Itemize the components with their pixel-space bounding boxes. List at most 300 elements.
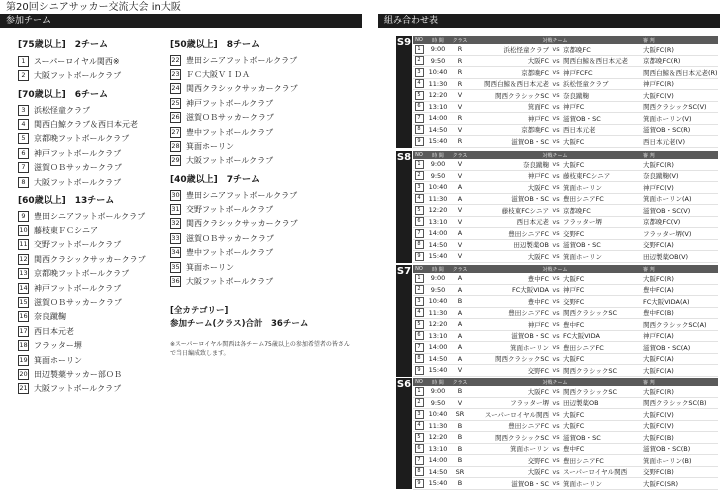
- match-no-cell: [413, 456, 425, 465]
- home-team: 関西クラシックSC: [494, 433, 549, 442]
- referee-team: 神戸FC(A): [643, 332, 674, 341]
- home-team: 関西クラシックSC: [494, 91, 549, 100]
- header-match: 対戦チーム: [542, 152, 568, 159]
- team-list-60: [18, 209, 146, 396]
- away-team: 豊中FC: [563, 445, 585, 454]
- away-team: 関西白鯨＆西日本元老: [563, 57, 628, 66]
- team-item: [170, 82, 298, 96]
- team-item: [170, 154, 298, 168]
- team-name: 奈良蹴鞠: [34, 312, 66, 322]
- match-no-cell: [413, 194, 425, 203]
- match-time: 14:00: [428, 343, 448, 352]
- header-referee: 審 判: [643, 266, 655, 273]
- match-class: B: [457, 433, 463, 442]
- home-team: 豊中FC: [527, 297, 549, 306]
- match-class: B: [457, 444, 463, 453]
- match-number: 8: [415, 354, 424, 363]
- versus-label: vs: [552, 354, 560, 363]
- match-time: 14:00: [428, 456, 448, 465]
- match-row: [413, 354, 718, 366]
- team-item: [18, 132, 138, 146]
- match-no-cell: [413, 274, 425, 283]
- versus-label: vs: [552, 308, 560, 317]
- home-team: 豊中FC: [527, 274, 549, 283]
- team-item: [170, 217, 298, 231]
- versus-label: vs: [552, 421, 560, 430]
- away-team: 神戸FC: [563, 103, 585, 112]
- referee-team: 大阪FC(SR): [643, 479, 678, 488]
- away-team: スーパーロイヤル関西: [563, 468, 628, 477]
- away-team: 田辺製薬OB: [563, 399, 599, 408]
- court-label: S6: [396, 378, 412, 489]
- match-time: 12:20: [428, 433, 448, 442]
- match-row: [413, 421, 718, 433]
- match-row: [413, 79, 718, 91]
- match-time: 12:20: [428, 91, 448, 100]
- team-name: 豊田シニアフットボールクラブ: [186, 190, 298, 200]
- match-row: [413, 113, 718, 125]
- team-item: [170, 125, 298, 139]
- team-number: 32: [171, 219, 180, 228]
- match-no-cell: [413, 479, 425, 488]
- team-number: 19: [19, 355, 28, 364]
- match-class: V: [457, 160, 463, 169]
- versus-label: vs: [552, 160, 560, 169]
- match-row: [413, 308, 718, 320]
- team-item: [18, 68, 121, 82]
- match-class: V: [457, 240, 463, 249]
- match-class: V: [457, 252, 463, 261]
- home-team: 大阪FC: [527, 183, 549, 192]
- match-row: [413, 409, 718, 421]
- match-row: [413, 331, 718, 343]
- referee-team: 箕面ホーリン(A): [643, 195, 692, 204]
- match-time: 14:50: [428, 125, 448, 134]
- home-team: 田辺製薬OB: [513, 241, 549, 250]
- away-team: 大阪FC: [563, 274, 585, 283]
- match-no-cell: [413, 56, 425, 65]
- match-no-cell: [413, 114, 425, 123]
- match-no-cell: [413, 398, 425, 407]
- away-team: 西日本元老: [563, 126, 596, 135]
- away-team: 箕面ホーリン: [563, 479, 602, 488]
- referee-team: 滋賀OB・SC(A): [643, 343, 691, 352]
- team-item: [18, 310, 146, 324]
- versus-label: vs: [552, 183, 560, 192]
- team-number: 29: [171, 156, 180, 165]
- team-list-50: [170, 53, 298, 168]
- match-time: 15:40: [428, 137, 448, 146]
- versus-label: vs: [552, 125, 560, 134]
- header-referee: 審 判: [643, 379, 655, 386]
- referee-team: 滋賀OB・SC(B): [643, 445, 691, 454]
- match-number: 8: [415, 125, 424, 134]
- match-number: 6: [415, 331, 424, 340]
- match-row: [413, 205, 718, 217]
- home-team: 箕面ホーリン: [510, 445, 549, 454]
- match-time: 9:50: [430, 398, 446, 407]
- team-item: [18, 382, 146, 396]
- match-no-cell: [413, 421, 425, 430]
- match-class: R: [457, 137, 463, 146]
- schedule-block: [396, 36, 718, 148]
- home-team: 大阪FC: [527, 387, 549, 396]
- match-time: 11:30: [428, 194, 448, 203]
- team-name: ＦＣ大阪ＶＩＤＡ: [186, 70, 250, 80]
- team-number: 9: [18, 211, 29, 222]
- away-team: 箕面ホーリン: [563, 183, 602, 192]
- match-no-cell: [413, 79, 425, 88]
- match-no-cell: [413, 229, 425, 238]
- match-number: 5: [415, 206, 424, 215]
- match-number: 5: [415, 433, 424, 442]
- team-name: 関西白鯨クラブ＆西日本元老: [34, 120, 138, 130]
- team-item: [170, 188, 298, 202]
- versus-label: vs: [552, 171, 560, 180]
- team-name: 豊田シニアフットボールクラブ: [186, 55, 298, 65]
- home-team: 滋賀OB・SC: [511, 332, 549, 341]
- away-team: 京都晩FC: [563, 206, 591, 215]
- match-class: V: [457, 125, 463, 134]
- home-team: 豊田シニアFC: [508, 422, 549, 431]
- referee-team: 大阪FC(V): [643, 91, 674, 100]
- referee-team: 滋賀OB・SC(R): [643, 126, 691, 135]
- match-class: SR: [455, 467, 465, 476]
- team-number: 11: [19, 240, 28, 249]
- match-no-cell: [413, 343, 425, 352]
- match-no-cell: [413, 45, 425, 54]
- match-no-cell: [413, 433, 425, 442]
- match-time: 11:30: [428, 308, 448, 317]
- home-team: 大阪FC: [527, 57, 549, 66]
- away-team: 京都晩FC: [563, 45, 591, 54]
- match-time: 14:50: [428, 354, 448, 363]
- away-team: 関西クラシックSC: [563, 309, 618, 318]
- team-name: 関西クラシックサッカークラブ: [186, 219, 298, 229]
- team-name: 藤枝東ＦＣシニア: [34, 226, 98, 236]
- match-time: 9:00: [430, 274, 446, 283]
- match-time: 10:40: [428, 297, 448, 306]
- versus-label: vs: [552, 366, 560, 375]
- away-team: 関西クラシックSC: [563, 366, 618, 375]
- match-no-cell: [413, 308, 425, 317]
- match-row: [413, 296, 718, 308]
- versus-label: vs: [552, 444, 560, 453]
- match-time: 13:10: [428, 102, 448, 111]
- match-no-cell: [413, 160, 425, 169]
- team-number: 22: [171, 55, 180, 64]
- match-row: [413, 44, 718, 56]
- away-team: 大阪FC: [563, 410, 585, 419]
- away-team: 大阪FC: [563, 355, 585, 364]
- match-row: [413, 319, 718, 331]
- team-number: 15: [19, 298, 28, 307]
- court-label: S8: [396, 151, 412, 263]
- referee-team: 豊中FC(A): [643, 286, 674, 295]
- away-team: 交野FC: [563, 297, 585, 306]
- match-class: A: [457, 320, 463, 329]
- court-label: S9: [396, 36, 412, 148]
- header-time: 時 間: [432, 379, 444, 386]
- team-item: [170, 274, 298, 288]
- match-time: 9:50: [430, 56, 446, 65]
- header-match: 対戦チーム: [542, 379, 568, 386]
- team-item: [18, 54, 121, 68]
- match-class: B: [457, 421, 463, 430]
- team-number: 18: [19, 341, 28, 350]
- match-class: R: [457, 45, 463, 54]
- home-team: 神戸FC: [527, 114, 549, 123]
- match-row: [413, 159, 718, 171]
- match-number: 1: [415, 45, 424, 54]
- match-no-cell: [413, 444, 425, 453]
- home-team: 滋賀OB・SC: [511, 479, 549, 488]
- match-table: [413, 378, 718, 490]
- header-class: クラス: [452, 379, 468, 386]
- home-team: 奈良蹴鞠: [523, 160, 549, 169]
- away-team: 関西クラシックSC: [563, 387, 618, 396]
- match-number: 3: [415, 68, 424, 77]
- referee-team: 豊中FC(B): [643, 309, 674, 318]
- match-row: [413, 56, 718, 68]
- match-row: [413, 240, 718, 252]
- match-row: [413, 455, 718, 467]
- team-name: 滋賀ＯＢサッカークラブ: [34, 163, 122, 173]
- match-no-cell: [413, 354, 425, 363]
- match-row: [413, 444, 718, 456]
- team-number: 13: [19, 269, 28, 278]
- match-number: 6: [415, 444, 424, 453]
- match-time: 14:00: [428, 114, 448, 123]
- match-row: [413, 273, 718, 285]
- referee-team: 神戸FC(R): [643, 80, 674, 89]
- referee-team: 大阪FC(V): [643, 422, 674, 431]
- team-name: 京都晩フットボールクラブ: [34, 134, 130, 144]
- match-row: [413, 398, 718, 410]
- team-item: [170, 260, 298, 274]
- team-name: 田辺製薬サッカー部ＯＢ: [34, 369, 122, 379]
- match-number: 7: [415, 229, 424, 238]
- home-team: 交野FC: [527, 456, 549, 465]
- away-team: 藤枝東FCシニア: [563, 172, 611, 181]
- team-name: 豊田シニアフットボールクラブ: [34, 211, 146, 221]
- match-class: V: [457, 91, 463, 100]
- team-name: 関西クラシックサッカークラブ: [186, 84, 298, 94]
- team-number: 24: [171, 84, 180, 93]
- match-row: [413, 136, 718, 148]
- team-number: 31: [171, 205, 180, 214]
- away-team: 奈良蹴鞠: [563, 91, 589, 100]
- versus-label: vs: [552, 467, 560, 476]
- match-class: B: [457, 456, 463, 465]
- match-class: V: [457, 366, 463, 375]
- match-class: B: [457, 479, 463, 488]
- match-class: A: [457, 331, 463, 340]
- home-team: フラッター堺: [510, 399, 549, 408]
- versus-label: vs: [552, 331, 560, 340]
- away-team: 交野FC: [563, 229, 585, 238]
- match-number: 1: [415, 387, 424, 396]
- match-no-cell: [413, 297, 425, 306]
- team-name: 京都晩フットボールクラブ: [34, 269, 130, 279]
- versus-label: vs: [552, 194, 560, 203]
- match-row: [413, 171, 718, 183]
- home-team: FC大阪VIDA: [512, 286, 549, 295]
- referee-team: 滋賀OB・SC(V): [643, 206, 691, 215]
- home-team: 浜松怪童クラブ: [503, 45, 549, 54]
- team-number: 20: [19, 369, 28, 378]
- team-number: 8: [18, 177, 29, 188]
- versus-label: vs: [552, 114, 560, 123]
- away-team: 豊田シニアFC: [563, 456, 604, 465]
- team-number: 28: [171, 142, 180, 151]
- referee-team: 田辺製薬OB(V): [643, 252, 689, 261]
- home-team: 豊田シニアFC: [508, 309, 549, 318]
- team-item: [170, 139, 298, 153]
- home-team: 大阪FC: [527, 252, 549, 261]
- match-row: [413, 285, 718, 297]
- team-item: [18, 146, 138, 160]
- match-time: 13:10: [428, 444, 448, 453]
- match-no-cell: [413, 320, 425, 329]
- team-number: 1: [18, 56, 29, 67]
- versus-label: vs: [552, 274, 560, 283]
- match-class: V: [457, 398, 463, 407]
- team-list-40: [170, 188, 298, 289]
- team-item: [18, 175, 138, 189]
- match-time: 15:40: [428, 366, 448, 375]
- table-header: [413, 265, 718, 273]
- away-team: 大阪FC: [563, 160, 585, 169]
- match-class: A: [457, 194, 463, 203]
- team-item: [170, 96, 298, 110]
- referee-team: 神戸FC(V): [643, 183, 674, 192]
- match-time: 10:40: [428, 68, 448, 77]
- match-row: [413, 432, 718, 444]
- team-number: 10: [19, 226, 28, 235]
- home-team: 箕面ホーリン: [510, 343, 549, 352]
- team-number: 17: [19, 326, 28, 335]
- team-number: 14: [19, 283, 28, 292]
- match-number: 2: [415, 398, 424, 407]
- match-number: 8: [415, 240, 424, 249]
- match-number: 1: [415, 274, 424, 283]
- versus-label: vs: [552, 79, 560, 88]
- team-number: 12: [19, 254, 28, 263]
- away-team: 滋賀OB・SC: [563, 241, 601, 250]
- referee-team: 箕面ホーリン(V): [643, 114, 692, 123]
- away-team: 大阪FC: [563, 422, 585, 431]
- team-item: [18, 252, 146, 266]
- team-name: 滋賀ＯＢサッカークラブ: [186, 233, 274, 243]
- versus-label: vs: [552, 229, 560, 238]
- team-number: 4: [18, 119, 29, 130]
- schedule-block: [396, 151, 718, 263]
- match-number: 2: [415, 285, 424, 294]
- referee-team: 大阪FC(R): [643, 274, 674, 283]
- group-heading-60: [60歳以上] 13チーム: [18, 196, 115, 206]
- versus-label: vs: [552, 433, 560, 442]
- schedule-block: [396, 265, 718, 377]
- table-header: [413, 151, 718, 159]
- match-number: 9: [415, 137, 424, 146]
- referee-team: 関西白鯨＆西日本元老(R): [643, 68, 718, 77]
- versus-label: vs: [552, 137, 560, 146]
- referee-team: 西日本元老(V): [643, 137, 686, 146]
- match-no-cell: [413, 91, 425, 100]
- match-class: V: [457, 217, 463, 226]
- group-heading-70: [70歳以上] 6チーム: [18, 90, 109, 100]
- team-item: [18, 238, 146, 252]
- match-class: V: [457, 206, 463, 215]
- match-time: 9:50: [430, 171, 446, 180]
- team-number: 21: [19, 384, 28, 393]
- match-no-cell: [413, 387, 425, 396]
- away-team: 豊中FC: [563, 320, 585, 329]
- versus-label: vs: [552, 343, 560, 352]
- match-number: 7: [415, 114, 424, 123]
- away-team: 滋賀OB・SC: [563, 114, 601, 123]
- home-team: スーパーロイヤル関西: [484, 410, 549, 419]
- team-name: 箕面ホーリン: [34, 355, 82, 365]
- team-name: フラッター堺: [34, 341, 82, 351]
- versus-label: vs: [552, 240, 560, 249]
- team-item: [18, 223, 146, 237]
- match-class: A: [457, 285, 463, 294]
- team-name: 箕面ホーリン: [186, 262, 234, 272]
- match-no-cell: [413, 102, 425, 111]
- team-item: [170, 111, 298, 125]
- versus-label: vs: [552, 252, 560, 261]
- match-no-cell: [413, 285, 425, 294]
- referee-team: 京都晩FC(V): [643, 218, 681, 227]
- referee-team: 大阪FC(R): [643, 160, 674, 169]
- court-label: S7: [396, 265, 412, 377]
- team-item: [18, 339, 146, 353]
- versus-label: vs: [552, 479, 560, 488]
- match-class: A: [457, 229, 463, 238]
- match-no-cell: [413, 137, 425, 146]
- match-no-cell: [413, 171, 425, 180]
- versus-label: vs: [552, 297, 560, 306]
- match-row: [413, 125, 718, 137]
- footnote: ※スーパーロイヤル関西は各チーム75歳以上の参加希望者の皆さんで当日編成致します。: [170, 341, 350, 357]
- match-row: [413, 342, 718, 354]
- match-number: 7: [415, 343, 424, 352]
- versus-label: vs: [552, 456, 560, 465]
- match-class: V: [457, 171, 463, 180]
- match-class: A: [457, 308, 463, 317]
- referee-team: 関西クラシックSC(A): [643, 320, 707, 329]
- team-number: 35: [171, 262, 180, 271]
- match-no-cell: [413, 68, 425, 77]
- match-number: 9: [415, 366, 424, 375]
- team-name: 浜松怪童クラブ: [34, 105, 90, 115]
- versus-label: vs: [552, 68, 560, 77]
- versus-label: vs: [552, 320, 560, 329]
- versus-label: vs: [552, 387, 560, 396]
- match-number: 2: [415, 56, 424, 65]
- match-row: [413, 365, 718, 377]
- team-name: 西日本元老: [34, 326, 74, 336]
- match-number: 8: [415, 467, 424, 476]
- away-team: 浜松怪童クラブ: [563, 80, 609, 89]
- team-item: [18, 267, 146, 281]
- referee-team: 奈良蹴鞠(V): [643, 172, 679, 181]
- team-item: [18, 367, 146, 381]
- header-referee: 審 判: [643, 37, 655, 44]
- home-team: 藤枝東FCシニア: [501, 206, 549, 215]
